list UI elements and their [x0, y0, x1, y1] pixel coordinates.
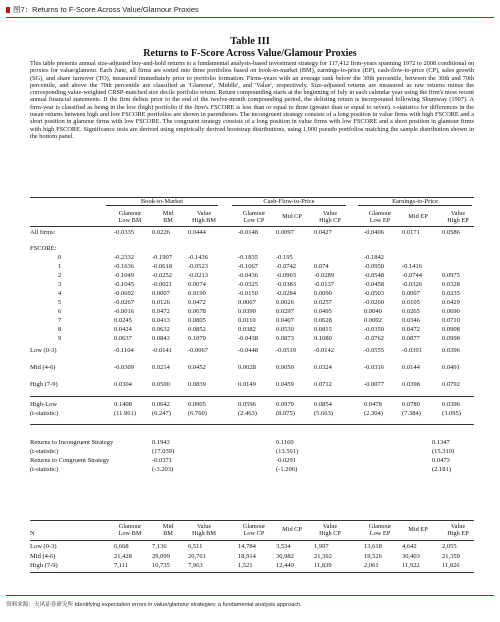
- table-cell: 7,111: [114, 562, 129, 569]
- row-label: Low (0-3): [30, 543, 57, 550]
- table-cell: 0.0805: [188, 317, 206, 324]
- table-cell: -0.1045: [114, 281, 135, 288]
- column-header-line: Glamour: [368, 210, 392, 217]
- column-header-line: Value: [196, 210, 212, 217]
- table-cell: -0.0077: [364, 381, 385, 388]
- table-cell: -0.2332: [114, 254, 135, 261]
- table-cell: 0.0007: [402, 290, 420, 297]
- table-cell: -0.0458: [364, 281, 385, 288]
- table-bottom-rule: [30, 572, 474, 573]
- table-row: [30, 363, 474, 372]
- row-label: 7: [58, 317, 62, 324]
- table-cell: 0.0297: [276, 308, 294, 315]
- table-cell: -0.0692: [114, 290, 135, 297]
- table-cell: -0.1835: [238, 254, 259, 261]
- table-row: [30, 244, 474, 253]
- table-cell: 0.0596: [238, 401, 256, 408]
- table-cell: 0.0396: [442, 347, 460, 354]
- table-cell: 0.0097: [276, 229, 294, 236]
- column-header: [362, 210, 398, 224]
- table-cell: 0.0126: [152, 299, 170, 306]
- table-cell: 29,099: [152, 552, 170, 560]
- column-header-line: Mid: [162, 523, 174, 530]
- table-cell: 0.0908: [442, 326, 460, 333]
- column-header-line: Value: [322, 523, 338, 530]
- table-cell: 0.0815: [314, 326, 332, 333]
- table-cell: -0.1104: [114, 347, 134, 354]
- column-header-line: Low BM: [118, 217, 142, 224]
- table-cell: 0.1943: [152, 439, 170, 446]
- table-cell: 0.0710: [442, 317, 460, 324]
- row-label: Low (0-3): [30, 347, 57, 354]
- table-cell: -0.0744: [402, 272, 423, 279]
- table-cell: 0.0050: [276, 364, 294, 371]
- table-cell: -0.0950: [364, 263, 385, 270]
- table-cell: 0.0478: [364, 401, 382, 408]
- column-header-line: Low EP: [369, 530, 391, 537]
- table-cell: 0.0473: [432, 457, 450, 464]
- table-cell: -0.0067: [188, 347, 209, 354]
- table-cell: (15.310): [432, 448, 455, 455]
- table-cell: 11,826: [442, 562, 460, 569]
- table-cell: -0.0150: [238, 290, 259, 297]
- table-cell: 0.0459: [276, 381, 294, 388]
- table-cell: -0.0555: [364, 347, 385, 354]
- table-cell: 6,511: [188, 543, 203, 550]
- table-cell: 0.0067: [238, 299, 256, 306]
- table-cell: -0.0391: [402, 347, 423, 354]
- table-cell: -0.0519: [276, 347, 297, 354]
- table-cell: 0.0678: [188, 308, 206, 315]
- group-header-ep: Earnings-to-Price: [358, 198, 472, 206]
- table-cell: 0.1408: [114, 401, 132, 408]
- table-cell: 0.0398: [402, 381, 420, 388]
- table-cell: -0.0148: [238, 229, 259, 236]
- table-cell: 0.0214: [152, 364, 170, 371]
- row-label: High (7-9): [30, 381, 58, 388]
- table-cell: 0.1070: [188, 335, 206, 342]
- table-cell: -0.0142: [314, 347, 335, 354]
- table-cell: -0.0503: [364, 290, 385, 297]
- table-row: [30, 298, 474, 307]
- table-cell: (2.463): [238, 410, 257, 417]
- table-cell: 0.1080: [314, 335, 332, 342]
- row-label: 6: [58, 308, 62, 315]
- table-cell: 2,061: [364, 562, 379, 569]
- table-cell: 11,922: [402, 562, 420, 569]
- table-cell: 14,784: [238, 543, 256, 550]
- table-cell: 0.0712: [314, 381, 332, 388]
- table-cell: 0.0090: [314, 290, 332, 297]
- table-cell: (11.961): [114, 410, 136, 417]
- table-row: [30, 346, 474, 355]
- table-cell: (7.384): [402, 410, 421, 417]
- table-cell: 0.0144: [402, 364, 420, 371]
- table-cell: 0.0628: [314, 317, 332, 324]
- table-cell: 21,428: [114, 552, 132, 560]
- column-header-line: High BM: [192, 530, 216, 537]
- table-row: [30, 316, 474, 325]
- column-header-line: Mid: [162, 210, 174, 217]
- table-row: [30, 400, 474, 409]
- table-row: [30, 409, 474, 418]
- column-header: [112, 210, 148, 224]
- table-cell: 11,839: [314, 562, 332, 569]
- table-cell: 0.0257: [314, 299, 332, 306]
- table-cell: 18,914: [238, 552, 256, 560]
- row-label: 2: [58, 272, 62, 279]
- column-header-line: Glamour: [242, 210, 266, 217]
- table-cell: (8.075): [276, 410, 295, 417]
- table-cell: 0.0998: [442, 335, 460, 342]
- table-cell: 2,055: [442, 543, 457, 550]
- table-cell: 0.0452: [188, 364, 206, 371]
- table-row: [30, 438, 474, 447]
- n-header-rule-top: [30, 520, 474, 521]
- table-cell: -0.0371: [152, 457, 173, 464]
- table-cell: 0.0905: [188, 401, 206, 408]
- table-cell: 0.1160: [276, 439, 294, 446]
- table-row: [30, 542, 474, 551]
- table-cell: 0.0530: [276, 326, 294, 333]
- column-header-line: High CP: [319, 530, 341, 537]
- table-cell: 0.0472: [402, 326, 420, 333]
- column-header-line: BM: [163, 530, 173, 537]
- n-label: N: [30, 530, 35, 537]
- table-cell: 0.0028: [238, 364, 256, 371]
- n-header-rule: [30, 540, 474, 541]
- table-cell: (5.663): [314, 410, 333, 417]
- table-cell: 0.0304: [114, 381, 132, 388]
- column-header-line: Low CP: [243, 217, 265, 224]
- table-cell: -0.1436: [188, 254, 209, 261]
- table-cell: -0.1842: [364, 254, 385, 261]
- table-cell: 0.0877: [402, 335, 420, 342]
- top-divider: [6, 17, 494, 18]
- table-row: [30, 271, 474, 280]
- column-header-line: BM: [163, 217, 173, 224]
- row-label: High-Low: [30, 401, 58, 408]
- column-header-line: High EP: [447, 217, 469, 224]
- table-cell: (2.304): [364, 410, 383, 417]
- table-cell: (13.561): [276, 448, 299, 455]
- table-cell: 0.0491: [442, 364, 460, 371]
- row-label: (t-statistic): [30, 448, 59, 455]
- table-cell: 19,526: [364, 552, 382, 560]
- table-cell: 21,392: [314, 552, 332, 560]
- column-header: [186, 210, 222, 224]
- table-cell: -0.0742: [276, 263, 297, 270]
- table-cell: -0.0618: [152, 263, 173, 270]
- table-cell: -0.0903: [276, 272, 297, 279]
- table-cell: 0.074: [314, 263, 329, 270]
- column-header-line: Low CP: [243, 530, 265, 537]
- table-cell: 0.0852: [188, 326, 206, 333]
- table-cell: 0.0424: [114, 326, 132, 333]
- table-cell: -0.0291: [276, 457, 297, 464]
- table-cell: 13,618: [364, 543, 382, 550]
- row-label: 5: [58, 299, 62, 306]
- table-cell: 0.0429: [442, 299, 460, 306]
- row-label: 4: [58, 290, 62, 297]
- table-cell: -0.0021: [152, 281, 173, 288]
- table-cell: -0.0316: [364, 364, 385, 371]
- table-cell: -0.195: [276, 254, 293, 261]
- table-cell: 0.0245: [114, 317, 132, 324]
- table-cell: -0.0325: [238, 281, 259, 288]
- table-cell: 0.0040: [364, 308, 382, 315]
- table-cell: 7,136: [152, 543, 167, 550]
- table-cell: -0.0548: [364, 272, 385, 279]
- column-header-line: Glamour: [118, 523, 142, 530]
- table-cell: (17.039): [152, 448, 175, 455]
- column-header: [236, 210, 272, 224]
- table-cell: -0.0309: [114, 364, 135, 371]
- table-cell: (6.760): [188, 410, 207, 417]
- column-header-line: High BM: [192, 217, 216, 224]
- group-header-cp: Cash-Flow-to-Price: [232, 198, 346, 206]
- table-row: [30, 380, 474, 389]
- table-cell: 0.0407: [276, 317, 294, 324]
- table-cell: (-3.203): [152, 466, 174, 473]
- table-cell: 0.0346: [402, 317, 420, 324]
- table-cell: 0.0324: [314, 364, 332, 371]
- table-cell: 0.0792: [442, 381, 460, 388]
- table-caption: This table presents annual size-adjusted buy-and-hold returns to a fundamental analysis-based investment strategy for 117,412 firm-years spanning 1972 to 2008 conditional on proxies for value/glamour. Each June, all firms are sorted into three portfolios based on book-to-market (BM), earnings-to-price (EP), cash-flow-to-price (CP), sales growth (SG), and share turnover (TO), measured immediately prior to portfolio formation. Firms-years with an average rank below the 30th percentile, between the 30th and 70th percentile, and above the 70th percentile are classified as 'Glamour', 'Middle', and 'Value', respectively. Size-adjusted returns are measured as raw returns minus the corresponding value-weighted CRSP-matched size decile portfolio return. Return compounding starts at the beginning of July in each calendar year using the firm's most recent annual financial statements. If the firm delists prior to the end of the twelve-month compounding period, the delisting return is incorporated following Shumway (1997). A firm-year is classified as being in the low (high) portfolio if the firm's FSCORE is less than or equal to three (greater than or equal to seven). t-statistics for differences in the mean returns between high and low FSCORE portfolios are shown in parentheses. The incongruent strategy consists of a long position in value firms with high FSCORE and a short position in glamour firms with low FSCORE. The congruent strategy consists of a long position in value firms with low FSCORE and a short position in glamour firms with high FSCORE. Significance tests are derived using empirically derived bootstrap distributions, using 1,000 pseudo portfolios matching the sample distribution shown in the bottom panel.: [30, 60, 474, 140]
- table-cell: 0.0190: [188, 290, 206, 297]
- table-title: Returns to F-Score Across Value/Glamour Proxies: [143, 48, 357, 59]
- row-label: All firms:: [30, 229, 56, 236]
- table-cell: 0.0026: [276, 299, 294, 306]
- table-cell: 0.0690: [442, 308, 460, 315]
- table-row: [30, 465, 474, 474]
- table-cell: 10,735: [152, 562, 170, 569]
- table-row: [30, 447, 474, 456]
- table-cell: -0.0762: [364, 335, 385, 342]
- column-header-line: Mid CP: [282, 526, 302, 533]
- table-cell: 0.0110: [238, 317, 256, 324]
- table-cell: 0.0642: [152, 401, 170, 408]
- table-row: [30, 262, 474, 271]
- table-cell: -0.0350: [364, 326, 385, 333]
- table-row: [30, 280, 474, 289]
- header-rule: [30, 226, 474, 227]
- table-cell: 30,982: [276, 552, 294, 560]
- rule: [30, 396, 474, 397]
- table-cell: 0.0390: [238, 308, 256, 315]
- table-cell: 0.0265: [402, 308, 420, 315]
- table-cell: -0.0289: [314, 272, 335, 279]
- table-cell: -0.0016: [114, 308, 135, 315]
- table-cell: (2.181): [432, 466, 451, 473]
- row-label: 9: [58, 335, 62, 342]
- table-cell: 0.0500: [152, 381, 170, 388]
- table-cell: 3,534: [276, 543, 291, 550]
- column-header-line: Low EP: [369, 217, 391, 224]
- row-label: Returns to Incongruent Strategy: [30, 439, 114, 446]
- table-cell: -0.0438: [238, 335, 259, 342]
- table-cell: -0.0141: [152, 347, 173, 354]
- table-cell: 0.0171: [402, 229, 420, 236]
- table-cell: 0.0873: [276, 335, 294, 342]
- table-cell: 0.0074: [188, 281, 206, 288]
- table-cell: 21,359: [442, 552, 460, 560]
- table-cell: -0.0523: [188, 263, 209, 270]
- table-cell: 0.0413: [152, 317, 170, 324]
- table-cell: 0.0472: [152, 308, 170, 315]
- row-label: FSCORE:: [30, 245, 57, 252]
- column-header-line: Glamour: [368, 523, 392, 530]
- table-cell: 7,963: [188, 562, 203, 569]
- column-header-line: Glamour: [118, 210, 142, 217]
- table-cell: 0.0839: [188, 381, 206, 388]
- table-row: [30, 228, 474, 237]
- table-cell: 0.0975: [442, 272, 460, 279]
- table-cell: -0.0406: [364, 229, 385, 236]
- table-cell: 0.0586: [442, 229, 460, 236]
- table-cell: -0.1907: [152, 254, 173, 261]
- table-cell: 0.0444: [188, 229, 206, 236]
- column-header-line: High EP: [447, 530, 469, 537]
- column-header: [400, 213, 436, 220]
- table-cell: 0.0226: [152, 229, 170, 236]
- table-cell: 12,449: [276, 562, 294, 569]
- table-cell: -0.0267: [114, 299, 135, 306]
- table-cell: 0.0105: [402, 299, 420, 306]
- figure-label-text: 图7：Returns to F-Score Across Value/Glamour Proxies: [13, 5, 199, 14]
- column-header-line: High CP: [319, 217, 341, 224]
- column-header-line: Value: [196, 523, 212, 530]
- table-cell: 0.0007: [152, 290, 170, 297]
- row-label: 8: [58, 326, 62, 333]
- table-cell: (3.095): [442, 410, 461, 417]
- table-cell: (6.247): [152, 410, 171, 417]
- table-cell: 1,521: [238, 562, 253, 569]
- table-cell: 0.0632: [152, 326, 170, 333]
- table-cell: 0.0002: [364, 317, 382, 324]
- column-header-line: Mid CP: [282, 213, 302, 220]
- table-cell: 0.0328: [442, 281, 460, 288]
- rule: [30, 424, 474, 425]
- table-row: [30, 307, 474, 316]
- column-header: [440, 210, 476, 224]
- row-label: 3: [58, 281, 62, 288]
- table-cell: 30,403: [402, 552, 420, 560]
- table-cell: -0.1416: [402, 263, 423, 270]
- table-cell: -0.1067: [238, 263, 259, 270]
- n-label-row: [30, 529, 474, 538]
- table-row: [30, 253, 474, 262]
- table-cell: 0.0637: [114, 335, 132, 342]
- column-header-line: Glamour: [242, 523, 266, 530]
- table-cell: 20,761: [188, 552, 206, 560]
- row-label: (t-statistic): [30, 466, 59, 473]
- row-label: (t-statistic): [30, 410, 59, 417]
- table-row: [30, 334, 474, 343]
- table-cell: (-1.206): [276, 466, 298, 473]
- column-header-line: Value: [450, 210, 466, 217]
- table-cell: -0.0213: [188, 272, 209, 279]
- group-header-bm: Book-to-Market: [106, 198, 218, 206]
- table-row: [30, 561, 474, 570]
- table-cell: 0.0149: [238, 381, 256, 388]
- figure-label: [6, 4, 199, 15]
- table-cell: -0.0284: [276, 290, 297, 297]
- table-cell: 0.0979: [276, 401, 294, 408]
- table-number: Table III: [230, 36, 270, 47]
- table-cell: 6,668: [114, 543, 129, 550]
- column-header-line: Mid EP: [408, 526, 428, 533]
- table-cell: 1,997: [314, 543, 329, 550]
- table-cell: 0.0235: [442, 290, 460, 297]
- table-row: [30, 456, 474, 465]
- table-cell: -0.0436: [238, 272, 259, 279]
- figure-marker-icon: [6, 7, 10, 13]
- row-label: High (7-9): [30, 562, 58, 569]
- table-row: [30, 325, 474, 334]
- table-cell: 0.0789: [402, 401, 420, 408]
- table-row: [30, 552, 474, 561]
- row-label: Mid (4-6): [30, 364, 56, 371]
- source-footer: 资料来源：天风证券研究所 Identifying expectation errors in value/glamour strategies: a fundamental analysis approach.: [6, 602, 302, 608]
- table-cell: -0.1049: [114, 272, 135, 279]
- row-label: Returns to Congruent Strategy: [30, 457, 110, 464]
- table-cell: 0.1347: [432, 439, 450, 446]
- table-cell: 0.0843: [152, 335, 170, 342]
- table-cell: -0.0335: [114, 229, 135, 236]
- table-cell: 4,642: [402, 543, 417, 550]
- table-cell: -0.0326: [402, 281, 423, 288]
- column-header-line: Mid EP: [408, 213, 428, 220]
- table-cell: -0.0260: [364, 299, 385, 306]
- table-cell: -0.0252: [152, 272, 173, 279]
- table-cell: 0.0396: [442, 401, 460, 408]
- table-row: [30, 289, 474, 298]
- table-cell: -0.1636: [114, 263, 135, 270]
- row-label: 0: [58, 254, 62, 261]
- column-header: [150, 210, 186, 224]
- row-label: Mid (4-6): [30, 552, 56, 560]
- table-cell: 0.0495: [314, 308, 332, 315]
- column-header-line: Low BM: [118, 530, 142, 537]
- column-header: [274, 213, 310, 220]
- column-header: [312, 210, 348, 224]
- table-cell: 0.0472: [188, 299, 206, 306]
- row-label: 1: [58, 263, 62, 270]
- table-cell: -0.0448: [238, 347, 259, 354]
- column-header-line: Value: [450, 523, 466, 530]
- column-header-line: Value: [322, 210, 338, 217]
- table-cell: 0.0427: [314, 229, 332, 236]
- table-cell: -0.0383: [276, 281, 297, 288]
- bottom-divider: [6, 595, 494, 596]
- table-cell: 0.0382: [238, 326, 256, 333]
- table-cell: 0.0854: [314, 401, 332, 408]
- table-cell: -0.0137: [314, 281, 335, 288]
